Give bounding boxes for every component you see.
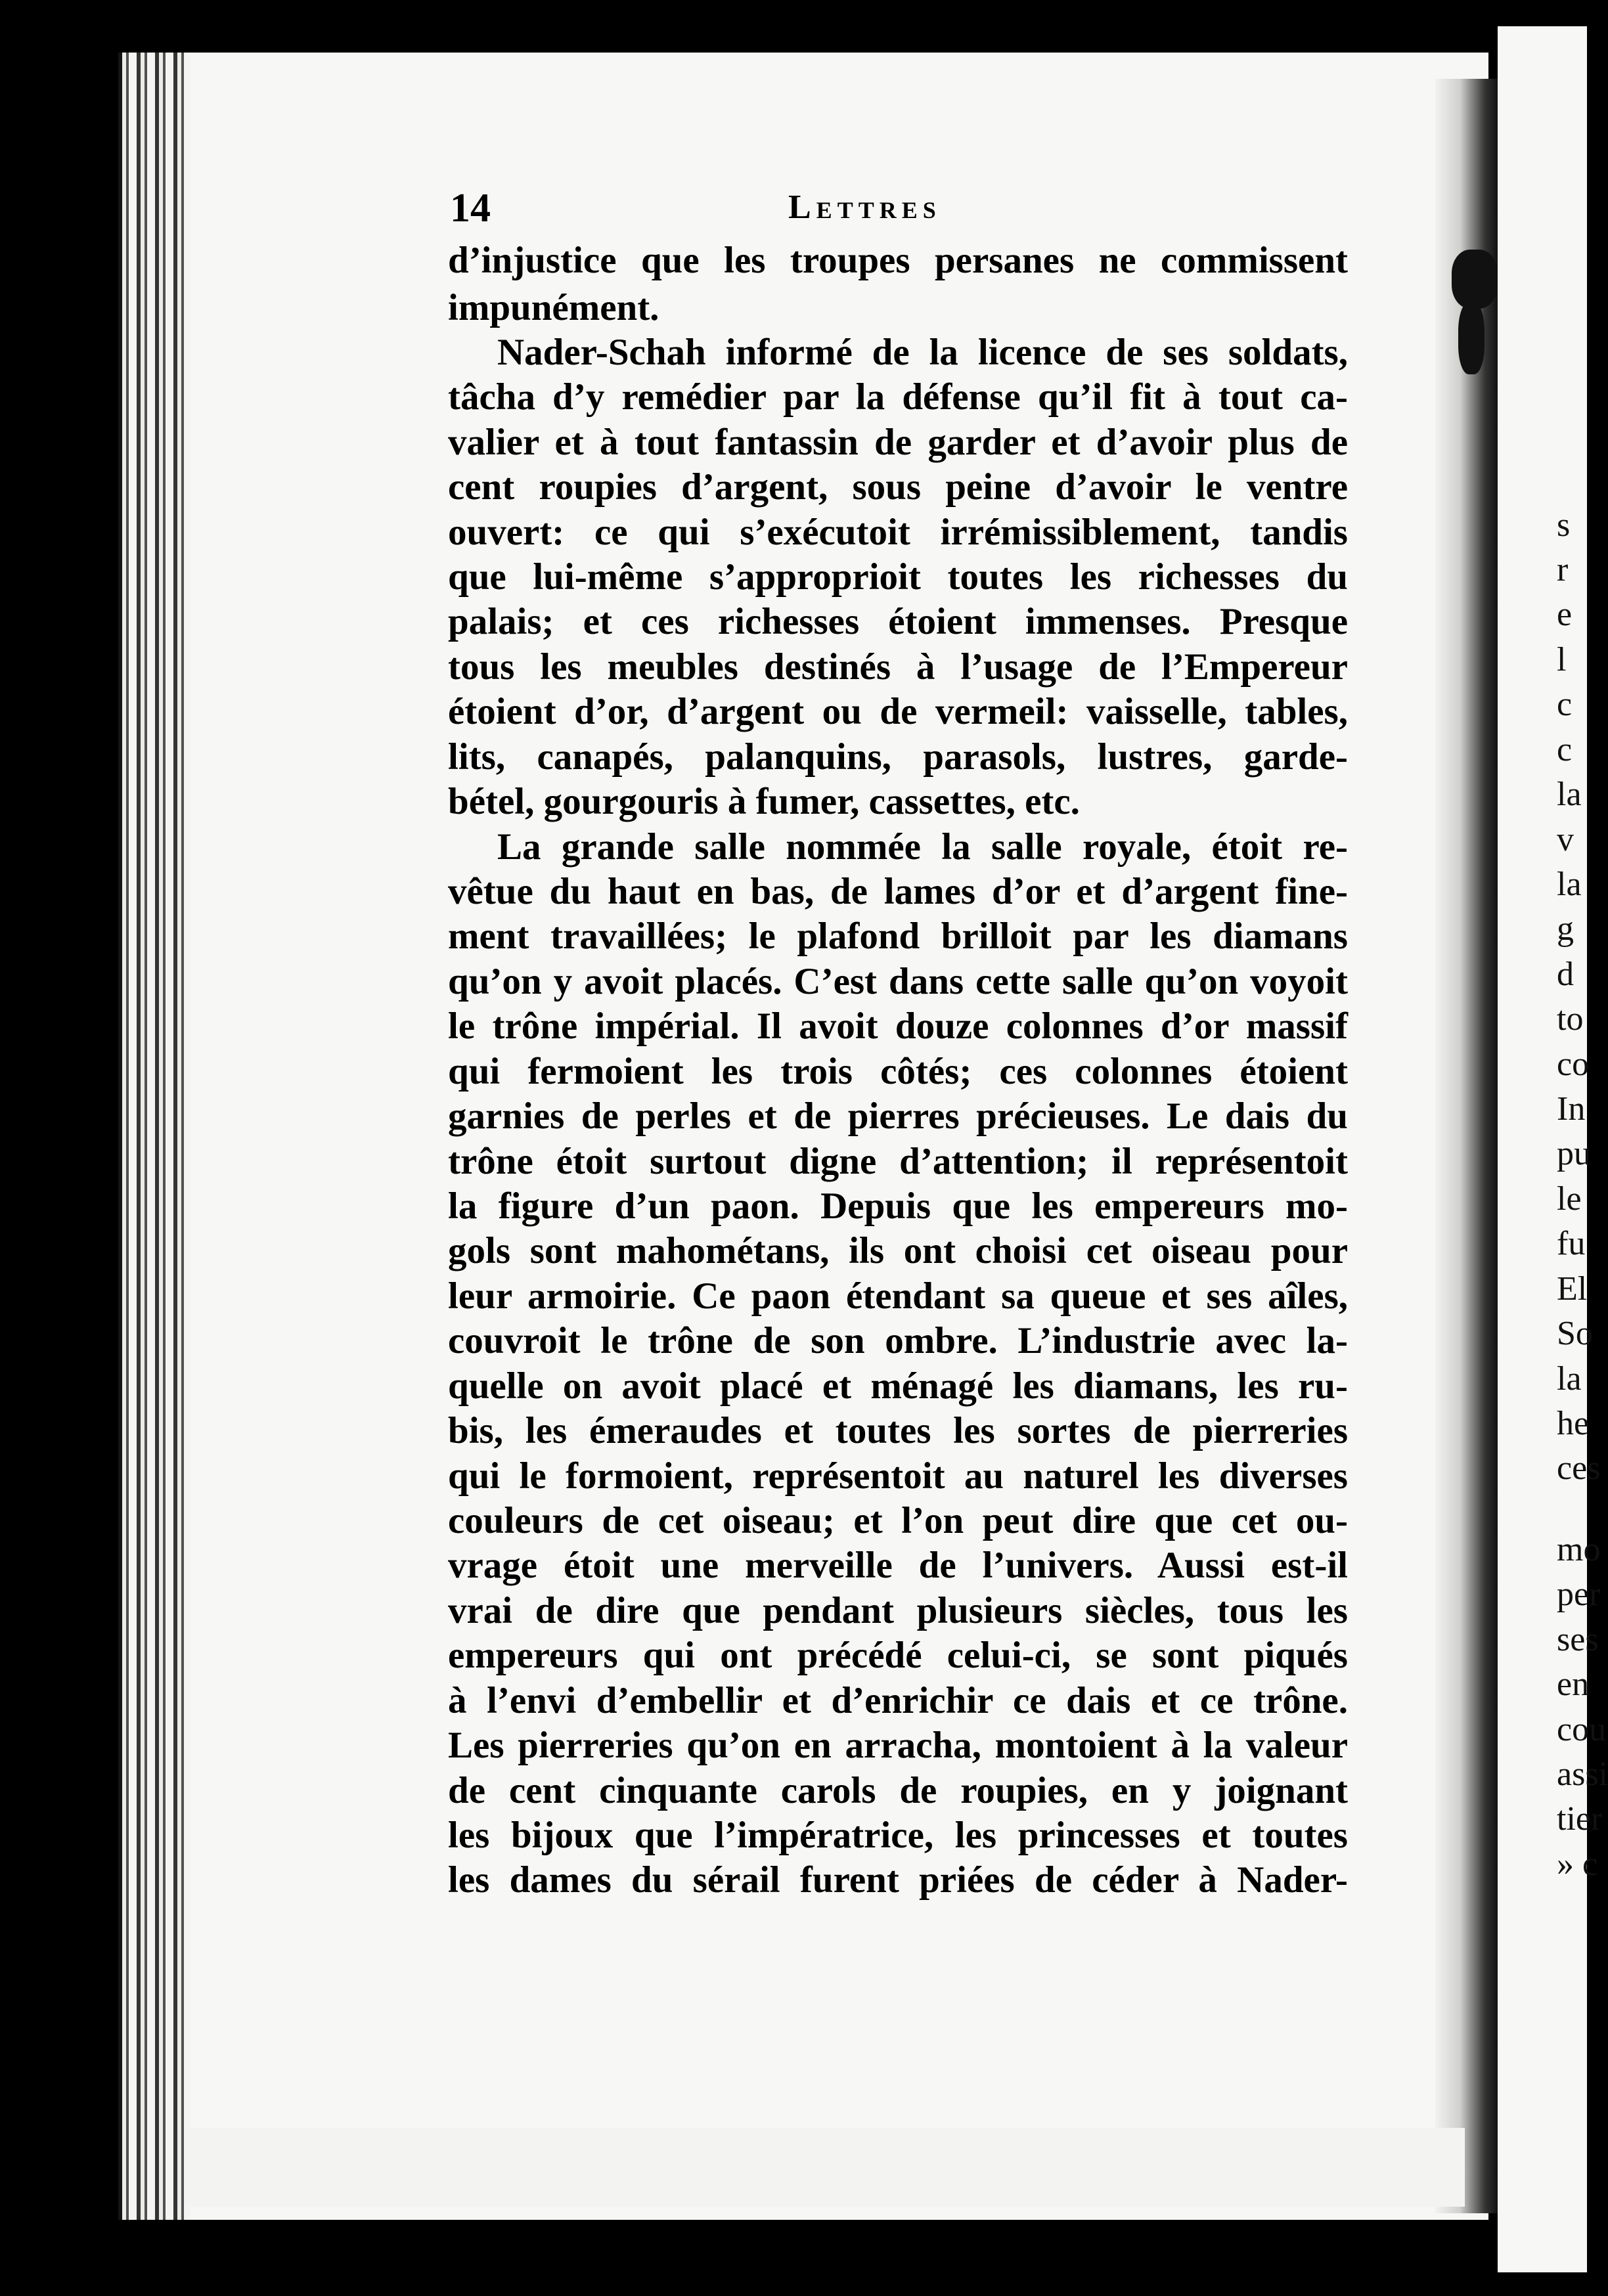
text-line: lits, canapés, palanquins, parasols, lustres, garde- <box>448 736 1348 778</box>
text-line: gols sont mahométans, ils ont choisi cet oiseau pour <box>448 1230 1348 1271</box>
facing-fragment: ces <box>1557 1449 1601 1487</box>
text-line: leur armoirie. Ce paon étendant sa queue et ses aîles, <box>448 1275 1348 1317</box>
facing-fragment: g <box>1557 910 1574 948</box>
text-line: vêtue du haut en bas, de lames d’or et d’argent fine- <box>448 871 1348 912</box>
facing-fragment: l <box>1557 641 1567 678</box>
text-line: couvroit le trône de son ombre. L’industrie avec la- <box>448 1320 1348 1361</box>
text-line: à l’envi d’embellir et d’enrichir ce dais et ce trône. <box>448 1680 1348 1721</box>
text-line: la figure d’un paon. Depuis que les empereurs mo- <box>448 1185 1348 1227</box>
facing-fragment: le <box>1557 1180 1582 1218</box>
text-line: d’injustice que les troupes persanes ne commissent <box>448 240 1348 281</box>
facing-fragment: per <box>1557 1576 1601 1613</box>
text-line: La grande salle nommée la salle royale, étoit re- <box>497 826 1348 868</box>
text-line: que lui-même s’approprioit toutes les richesses du <box>448 556 1348 598</box>
facing-fragment: d <box>1557 956 1574 993</box>
text-line: ment travaillées; le plafond brilloit par les diamans <box>448 916 1348 957</box>
text-line: impunément. <box>448 287 659 328</box>
text-line: palais; et ces richesses étoient immenses. Presque <box>448 601 1348 642</box>
book-spine-edge <box>118 53 190 2220</box>
facing-fragment: la <box>1557 776 1582 813</box>
text-line: cent roupies d’argent, sous peine d’avoir le ventre <box>448 466 1348 508</box>
facing-fragment: In <box>1557 1090 1586 1128</box>
facing-fragment: co <box>1557 1046 1590 1083</box>
text-line: les dames du sérail furent priées de céder à Nader- <box>448 1859 1348 1901</box>
text-line: bétel, gourgouris à fumer, cassettes, etc. <box>448 781 1080 822</box>
running-head: Lettres <box>788 188 941 226</box>
text-line: garnies de perles et de pierres précieuses. Le dais du <box>448 1095 1348 1137</box>
ink-blot-mark <box>1452 250 1498 309</box>
facing-fragment: v <box>1557 821 1574 858</box>
text-line: étoient d’or, d’argent ou de vermeil: vaisselle, tables, <box>448 691 1348 732</box>
text-line: bis, les émeraudes et toutes les sortes de pierreries <box>448 1410 1348 1451</box>
text-line: les bijoux que l’impératrice, les princesses et toutes <box>448 1815 1348 1856</box>
text-line: tous les meubles destinés à l’usage de l’Empereur <box>448 646 1348 688</box>
page-number: 14 <box>450 186 491 231</box>
facing-fragment: fu <box>1557 1225 1586 1262</box>
facing-fragment: cou <box>1557 1711 1607 1748</box>
text-line: trône étoit surtout digne d’attention; il représentoit <box>448 1141 1348 1182</box>
facing-fragment: s <box>1557 506 1571 544</box>
text-line: empereurs qui ont précédé celui-ci, se sont piqués <box>448 1635 1348 1676</box>
text-line: vrai de dire que pendant plusieurs siècles, tous les <box>448 1590 1348 1631</box>
text-line: qui le formoient, représentoit au naturel les diverses <box>448 1455 1348 1497</box>
facing-fragment: El <box>1557 1270 1588 1308</box>
text-line: de cent cinquante carols de roupies, en y joignant <box>448 1770 1348 1811</box>
text-line: Les pierreries qu’on en arracha, montoient à la valeur <box>448 1725 1348 1766</box>
facing-fragment: mo <box>1557 1531 1601 1568</box>
facing-fragment: la <box>1557 1360 1582 1398</box>
text-line: quelle on avoit placé et ménagé les diamans, les ru- <box>448 1365 1348 1407</box>
facing-fragment: » c <box>1557 1845 1598 1883</box>
facing-fragment: So <box>1557 1315 1593 1352</box>
facing-fragment: ses <box>1557 1621 1599 1658</box>
text-line: valier et à tout fantassin de garder et d’avoir plus de <box>448 422 1348 463</box>
text-line: Nader-Schah informé de la licence de ses soldats, <box>497 332 1348 373</box>
text-line: qu’on y avoit placés. C’est dans cette salle qu’on voyoit <box>448 961 1348 1002</box>
facing-fragment: c <box>1557 731 1573 768</box>
facing-fragment: assi <box>1557 1755 1608 1793</box>
facing-fragment: pu <box>1557 1135 1591 1172</box>
text-line: vrage étoit une merveille de l’univers. Aussi est-il <box>448 1545 1348 1586</box>
facing-fragment: r <box>1557 551 1569 588</box>
text-line: tâcha d’y remédier par la défense qu’il fit à tout ca- <box>448 376 1348 418</box>
facing-fragment: e <box>1557 596 1573 633</box>
text-line: qui fermoient les trois côtés; ces colonnes étoient <box>448 1051 1348 1092</box>
facing-fragment: c <box>1557 686 1573 723</box>
page-gutter-shadow <box>1435 79 1498 2213</box>
facing-fragment: la <box>1557 866 1582 903</box>
facing-fragment: he <box>1557 1405 1590 1442</box>
ink-blot-mark <box>1458 302 1485 374</box>
facing-fragment: en <box>1557 1666 1590 1703</box>
page-bottom-margin <box>184 2128 1465 2207</box>
facing-fragment: to <box>1557 1000 1584 1038</box>
text-line: ouvert: ce qui s’exécutoit irrémissiblement, tandis <box>448 512 1348 553</box>
text-line: le trône impérial. Il avoit douze colonnes d’or massif <box>448 1005 1348 1047</box>
text-line: couleurs de cet oiseau; et l’on peut dire que cet ou- <box>448 1500 1348 1541</box>
facing-fragment: tier <box>1557 1800 1603 1838</box>
